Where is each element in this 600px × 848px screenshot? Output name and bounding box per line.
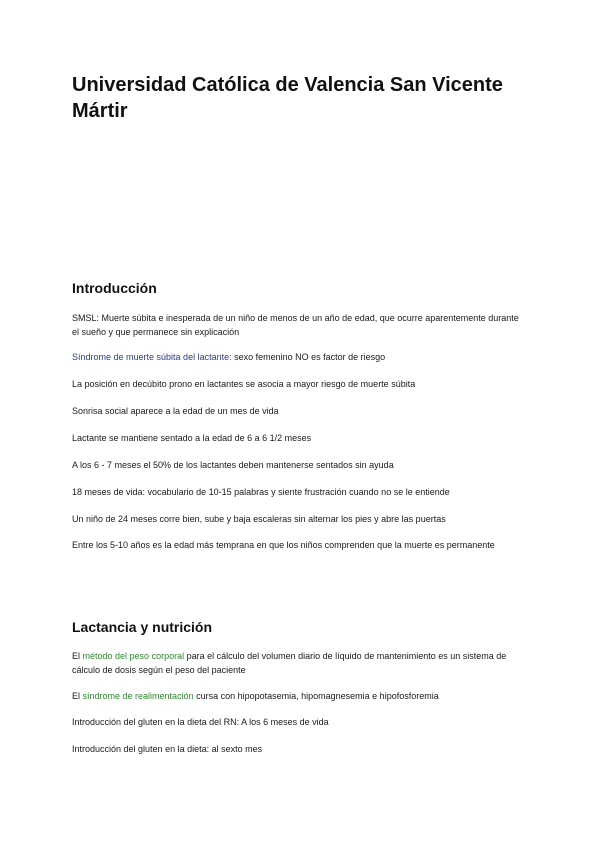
paragraph-text: A los 6 - 7 meses el 50% de los lactantes deben mantenerse sentados sin ayuda xyxy=(72,460,394,470)
section-heading-introduccion: Introducción xyxy=(72,280,157,296)
term-link[interactable]: Síndrome de muerte súbita del lactante: xyxy=(72,352,232,362)
paragraph xyxy=(72,404,522,418)
paragraph xyxy=(72,458,522,472)
document-title: Universidad Católica de Valencia San Vicente Mártir xyxy=(72,74,503,122)
paragraph xyxy=(72,689,522,703)
paragraph-prefix: El xyxy=(72,651,83,661)
term-link[interactable]: síndrome de realimentación xyxy=(82,691,194,701)
paragraph xyxy=(72,649,522,677)
term-link[interactable]: método del peso corporal xyxy=(82,651,185,661)
paragraph-text: Entre los 5-10 años es la edad más temprana en que los niños comprenden que la muerte es permanente xyxy=(72,540,495,550)
paragraph-text: Lactante se mantiene sentado a la edad de 6 a 6 1/2 meses xyxy=(72,433,312,443)
paragraph-text: para el cálculo del volumen diario de líquido de mantenimiento es un sistema de cálculo de dosis según el peso del paciente xyxy=(72,651,507,675)
paragraph xyxy=(72,538,522,552)
paragraph-text: SMSL: Muerte súbita e inesperada de un niño de menos de un año de edad, que ocurre aparentemente durante el sueño y que permanece sin explicación xyxy=(72,313,519,337)
paragraph-text: Introducción del gluten en la dieta del RN: A los 6 meses de vida xyxy=(72,717,329,727)
paragraph xyxy=(72,715,522,729)
paragraph xyxy=(72,431,522,445)
paragraph xyxy=(72,311,522,339)
paragraph-text: 18 meses de vida: vocabulario de 10-15 palabras y siente frustración cuando no se le entiende xyxy=(72,487,450,497)
paragraph xyxy=(72,485,522,499)
paragraph-text: Introducción del gluten en la dieta: al sexto mes xyxy=(72,744,263,754)
paragraph-text: Sonrisa social aparece a la edad de un mes de vida xyxy=(72,406,279,416)
paragraph-text: cursa con hipopotasemia, hipomagnesemia e hipofosforemia xyxy=(193,691,439,701)
paragraph-text: sexo femenino NO es factor de riesgo xyxy=(231,352,386,362)
paragraph xyxy=(72,512,522,526)
paragraph xyxy=(72,350,522,364)
paragraph-text: La posición en decúbito prono en lactantes se asocia a mayor riesgo de muerte súbita xyxy=(72,379,416,389)
paragraph-text: Un niño de 24 meses corre bien, sube y baja escaleras sin alternar los pies y abre las puertas xyxy=(72,514,446,524)
paragraph xyxy=(72,742,522,756)
paragraph xyxy=(72,377,522,391)
paragraph-prefix: El xyxy=(72,691,83,701)
section-heading-lactancia-y-nutricion: Lactancia y nutrición xyxy=(72,619,213,635)
